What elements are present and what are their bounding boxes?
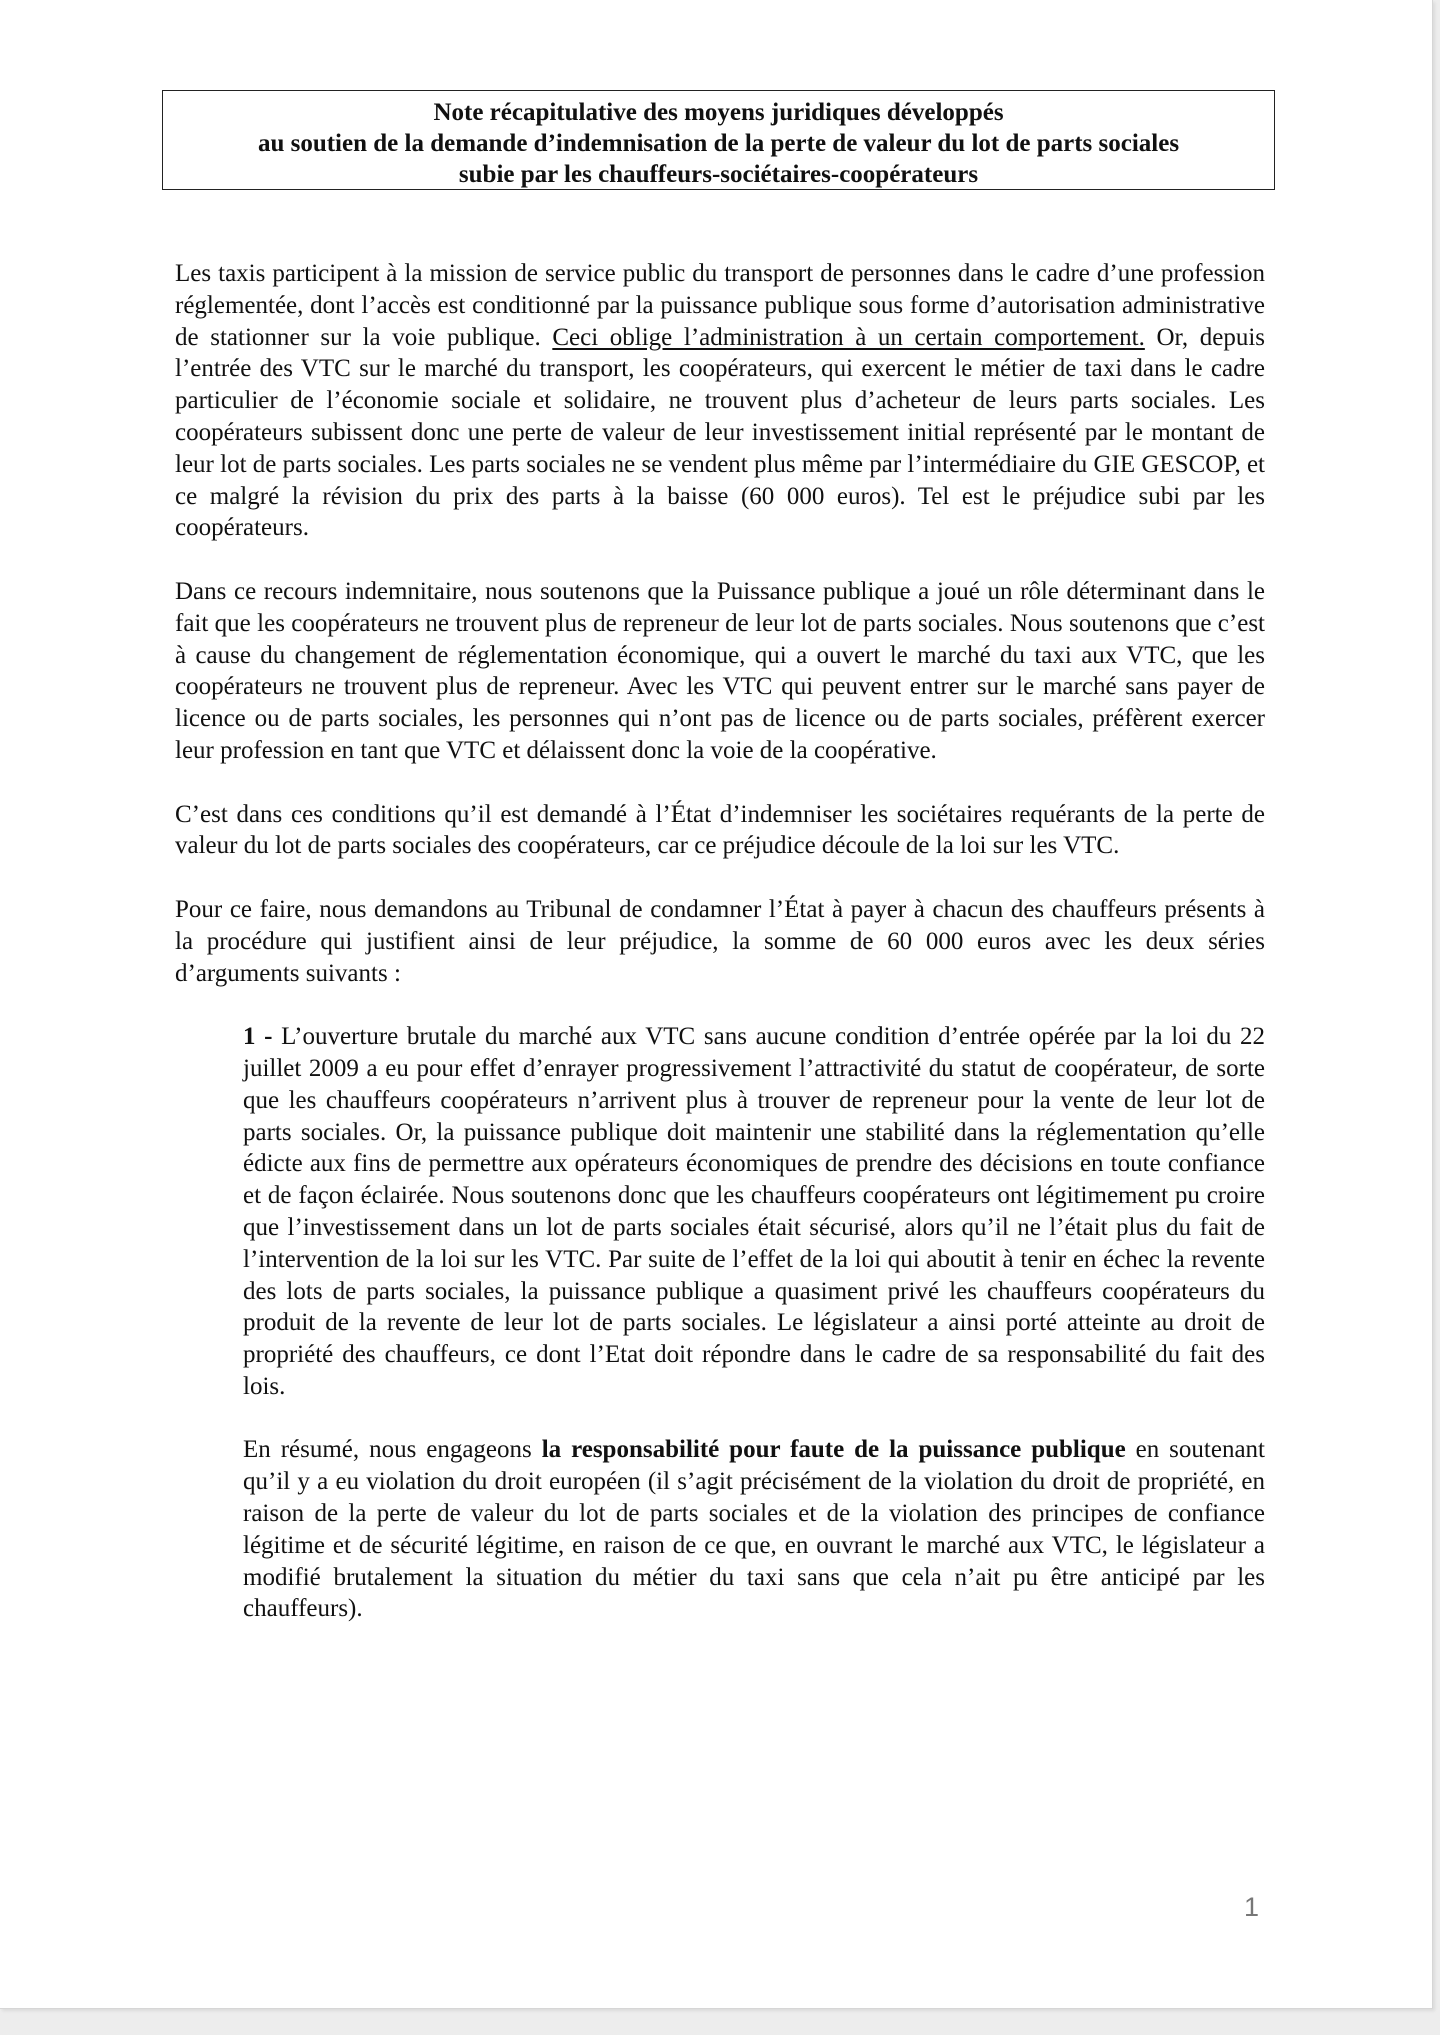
paragraph-1-text-b: Or, depuis l’entrée des VTC sur le marché du transport, les coopérateurs, qui exercent le métier de taxi dans le cadre particulier de l’économie sociale et solidaire, ne trouvent plus d’acheteur de leurs parts sociales. Les coopérateurs subissent donc une perte de valeur de leur investissement initial représenté par le montant de leur lot de parts sociales. Les parts sociales ne se vendent plus même par l’intermédiaire du GIE GESCOP, et ce malgré la révision du prix des parts à la baisse (60 000 euros). Tel est le préjudice subi par les coopérateurs. [175, 323, 1265, 542]
paragraph-1-text-a: Les taxis participent à la mission de service public du transport de personnes dans le cadre d’une profession réglementée, dont l’accès est conditionné par la puissance publique sous forme d’autorisation administrative de stationner sur la voie publique. [175, 260, 1265, 351]
paragraph-1-underlined: Ceci oblige l’administration à un certain comportement. [552, 323, 1145, 351]
paragraph-3: C’est dans ces conditions qu’il est demandé à l’État d’indemniser les sociétaires requérants de la perte de valeur du lot de parts sociales des coopérateurs, car ce préjudice découle de la loi sur les VTC. [175, 800, 1265, 860]
summary-text-b: en soutenant qu’il y a eu violation du droit européen (il s’agit précisément de la violation du droit de propriété, en raison de la perte de valeur du lot de parts sociales et de la violation des principes de confiance légitime et de sécurité légitime, en raison de ce que, en ouvrant le marché aux VTC, le législateur a modifié brutalement la situation du métier du taxi sans que cela n’ait pu être anticipé par les chauffeurs). [243, 1436, 1265, 1623]
paragraph-2: Dans ce recours indemnitaire, nous soutenons que la Puissance publique a joué un rôle déterminant dans le fait que les coopérateurs ne trouvent plus de repreneur de leur lot de parts sociales. Nous soutenons que c’est à cause du changement de réglementation économique, qui a ouvert le marché du taxi aux VTC, que les coopérateurs ne trouvent plus de repreneur. Avec les VTC qui peuvent entrer sur le marché sans payer de licence ou de parts sociales, les personnes qui n’ont pas de licence ou de parts sociales, préfèrent exercer leur profession en tant que VTC et délaissent donc la voie de la coopérative. [175, 577, 1265, 764]
argument-1-text: L’ouverture brutale du marché aux VTC sans aucune condition d’entrée opérée par la loi du 22 juillet 2009 a eu pour effet d’enrayer progressivement l’attractivité du statut de coopérateur, de sorte que les chauffeurs coopérateurs n’arrivent plus à trouver de repreneur pour la vente de leur lot de parts sociales. Or, la puissance publique doit maintenir une stabilité dans la réglementation qu’elle édicte aux fins de permettre aux opérateurs économiques de prendre des décisions en toute confiance et de façon éclairée. Nous soutenons donc que les chauffeurs coopérateurs ont légitimement pu croire que l’investissement dans un lot de parts sociales était sécurisé, alors qu’il ne l’était plus du fait de l’intervention de la loi sur les VTC. Par suite de l’effet de la loi qui aboutit à tenir en échec la revente des lots de parts sociales, la puissance publique a quasiment privé les chauffeurs coopérateurs du produit de la revente de leur lot de parts sociales. Le législateur a ainsi porté atteinte au droit de propriété des chauffeurs, ce dont l’Etat doit répondre dans le cadre de sa responsabilité du fait des lois. [243, 1023, 1265, 1400]
summary-text-a: En résumé, nous engageons [243, 1436, 542, 1464]
summary-bold: la responsabilité pour faute de la puissance publique [541, 1436, 1126, 1464]
paragraph-1 [175, 258, 1265, 544]
argument-1-number: 1 - [243, 1023, 273, 1051]
summary-paragraph [243, 1434, 1265, 1625]
document-body [175, 258, 1265, 1657]
argument-1 [243, 1021, 1265, 1403]
title-line-2: au soutien de la demande d’indemnisation de la perte de valeur du lot de parts sociales [257, 130, 1180, 157]
title-line-1: Note récapitulative des moyens juridiques développés [433, 99, 1004, 126]
paragraph-4: Pour ce faire, nous demandons au Tribunal de condamner l’État à payer à chacun des chauffeurs présents à la procédure qui justifient ainsi de leur préjudice, la somme de 60 000 euros avec les deux séries d’arguments suivants : [175, 895, 1265, 987]
title-box [162, 90, 1275, 190]
page-number: 1 [1244, 1892, 1260, 1922]
title-line-3: subie par les chauffeurs-sociétaires-coopérateurs [458, 161, 979, 188]
